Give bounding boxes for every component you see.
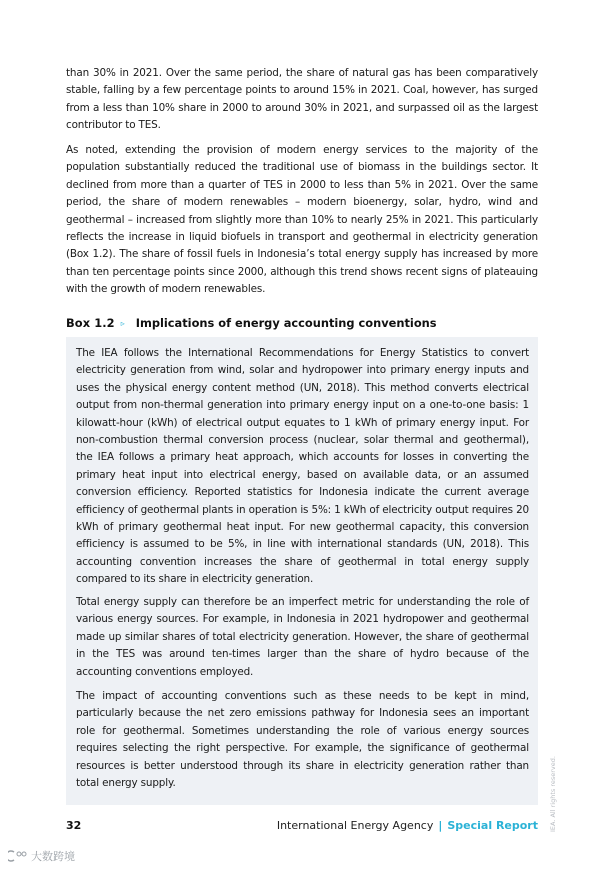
report-label: Special Report [447, 819, 538, 832]
box-title: Implications of energy accounting conventions [135, 316, 437, 330]
watermark-text: 大数跨境 [31, 850, 75, 863]
watermark [8, 848, 75, 864]
box-paragraph-1: The IEA follows the International Recommendations for Energy Statistics to convert electricity generation from wind, solar and hydropower into primary energy inputs and uses the physical energy content method (UN, 2018). This method converts electrical output from non-thermal generation into primary energy input on a one-to-one basis: 1 kilowatt-hour (kWh) of electrical output equates to 1 kWh of primary energy input. For non-combustion thermal conversion process (nuclear, solar thermal and geothermal), the IEA follows a primary heat approach, which accounts for losses in converting the primary heat input into electrical energy, based on available data, or an assumed conversion efficiency. Reported statistics for Indonesia indicate the current average efficiency of geothermal plants in operation is 5%: 1 kWh of electricity output requires 20 kWh of primary geothermal heat input. For new geothermal capacity, this conversion efficiency is assumed to be 5%, in line with international standards (UN, 2018). This accounting convention increases the share of geothermal in total energy supply compared to its share in electricity generation. [76, 347, 529, 586]
body-paragraph-2: As noted, extending the provision of modern energy services to the majority of the population substantially reduced the traditional use of biomass in the buildings sector. It declined from more than a quarter of TES in 2000 to less than 5% in 2021. Over the same period, the share of modern renewables – modern bioenergy, solar, hydro, wind and geothermal – increased from slightly more than 10% to nearly 25% in 2021. This particularly reflects the increase in liquid biofuels in transport and geothermal in electricity generation (Box 1.2). The share of fossil fuels in Indonesia’s total energy supply has increased by more than ten percentage points since 2000, although this trend shows recent signs of plateauing with the growth of modern renewables. [66, 144, 538, 296]
page-number: 32 [66, 819, 82, 832]
triangle-marker-icon: ▹ [120, 318, 125, 328]
info-box [66, 337, 538, 805]
footer-publication [277, 819, 538, 832]
publisher-name: International Energy Agency [276, 819, 434, 832]
watermark-logo-icon [8, 850, 28, 862]
box-paragraph-3: The impact of accounting conventions such as these needs to be kept in mind, particularly because the net zero emissions pathway for Indonesia sees an important role for geothermal. Sometimes understanding the role of various energy sources requires selecting the right perspective. For example, the significance of geothermal resources is better understood through its share in electricity generation rather than total energy supply. [76, 690, 529, 790]
footer-separator: | [438, 819, 443, 832]
box-number: Box 1.2 [66, 316, 115, 330]
box-heading [66, 313, 538, 333]
rights-notice: IEA. All rights reserved. [549, 756, 557, 832]
body-paragraph-1: than 30% in 2021. Over the same period, the share of natural gas has been comparatively stable, falling by a few percentage points to around 15% in 2021. Coal, however, has surged from a less than 10% share in 2000 to around 30% in 2021, and surpassed oil as the largest contributor to TES. [66, 67, 538, 132]
box-paragraph-2: Total energy supply can therefore be an imperfect metric for understanding the role of various energy sources. For example, in Indonesia in 2021 hydropower and geothermal made up similar shares of total electricity generation. However, the share of geothermal in the TES was around ten-times larger than the share of hydro because of the accounting conventions employed. [76, 596, 529, 678]
